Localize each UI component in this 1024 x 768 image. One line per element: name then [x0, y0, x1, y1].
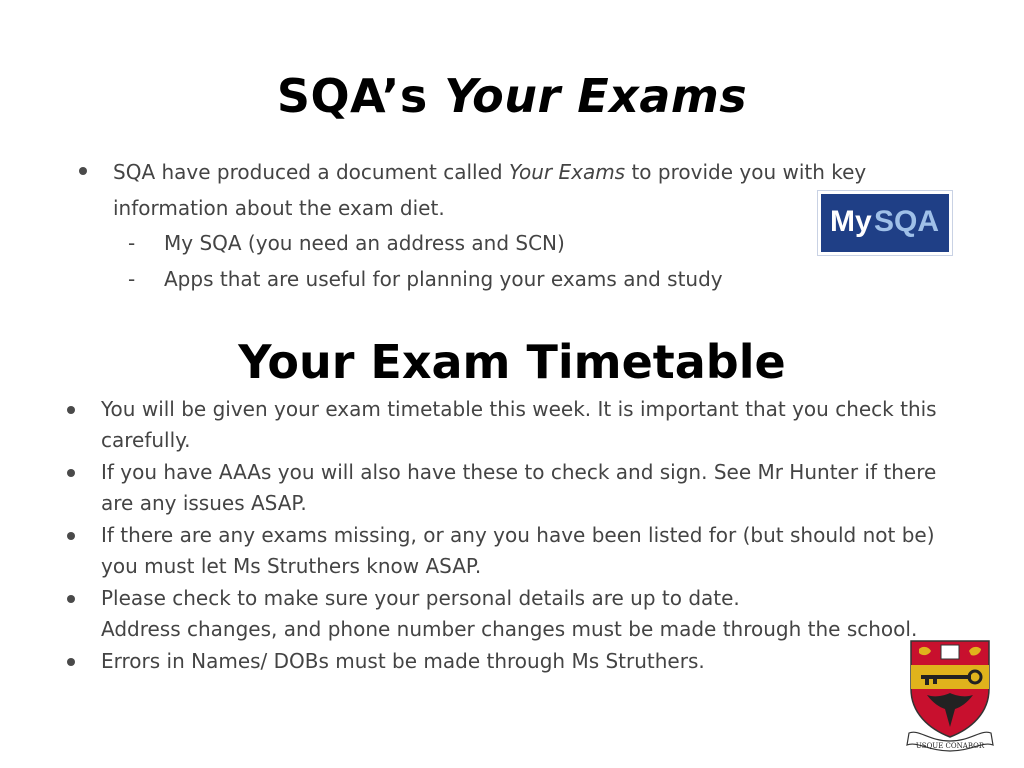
- logo-sqa-text: SQA: [874, 205, 940, 238]
- bullet-dot: [67, 658, 75, 666]
- crest-motto: USQUE CONABOR: [915, 742, 985, 750]
- timetable-bullet-2: [101, 457, 936, 519]
- intro-line-1: SQA have produced a document called Your Exams to provide you with key: [113, 160, 867, 184]
- bullet-line: Address changes, and phone number changes must be made through the school.: [101, 617, 918, 641]
- title-italic-text: Your Exams: [444, 69, 748, 123]
- bullet-line: Please check to make sure your personal details are up to date.: [101, 586, 740, 610]
- timetable-bullet-4: [101, 583, 917, 645]
- sub-item-apps: Apps that are useful for planning your exams and study: [164, 267, 723, 291]
- timetable-bullet-1: [101, 394, 937, 456]
- title-text: SQA’s: [276, 69, 445, 123]
- logo-my-text: My: [830, 205, 872, 238]
- intro-line-2: information about the exam diet.: [113, 196, 445, 220]
- timetable-heading: Your Exam Timetable: [238, 335, 786, 389]
- bullet-line: are any issues ASAP.: [101, 491, 307, 515]
- bullet-line: carefully.: [101, 428, 191, 452]
- bullet-line: If you have AAAs you will also have these to check and sign. See Mr Hunter if there: [101, 460, 937, 484]
- timetable-bullet-5: [101, 646, 705, 677]
- bullet-dot: [67, 406, 75, 414]
- bullet-line: you must let Ms Struthers know ASAP.: [101, 554, 482, 578]
- bullet-dot: [67, 595, 75, 603]
- mysqa-logo: [818, 191, 952, 255]
- sub-item-mysqa: My SQA (you need an address and SCN): [164, 231, 565, 255]
- bullet-dot: [67, 532, 75, 540]
- bullet-dot: [67, 469, 75, 477]
- bullet-line: If there are any exams missing, or any you have been listed for (but should not be): [101, 523, 935, 547]
- bullet-line: You will be given your exam timetable this week. It is important that you check this: [101, 397, 937, 421]
- slide-title: [0, 66, 1024, 126]
- timetable-bullet-3: [101, 520, 935, 582]
- dash-marker: -: [128, 231, 136, 255]
- bullet-dot: [79, 167, 87, 175]
- school-crest-icon: [905, 637, 995, 753]
- bullet-line: Errors in Names/ DOBs must be made through Ms Struthers.: [101, 649, 705, 673]
- dash-marker: -: [128, 267, 136, 291]
